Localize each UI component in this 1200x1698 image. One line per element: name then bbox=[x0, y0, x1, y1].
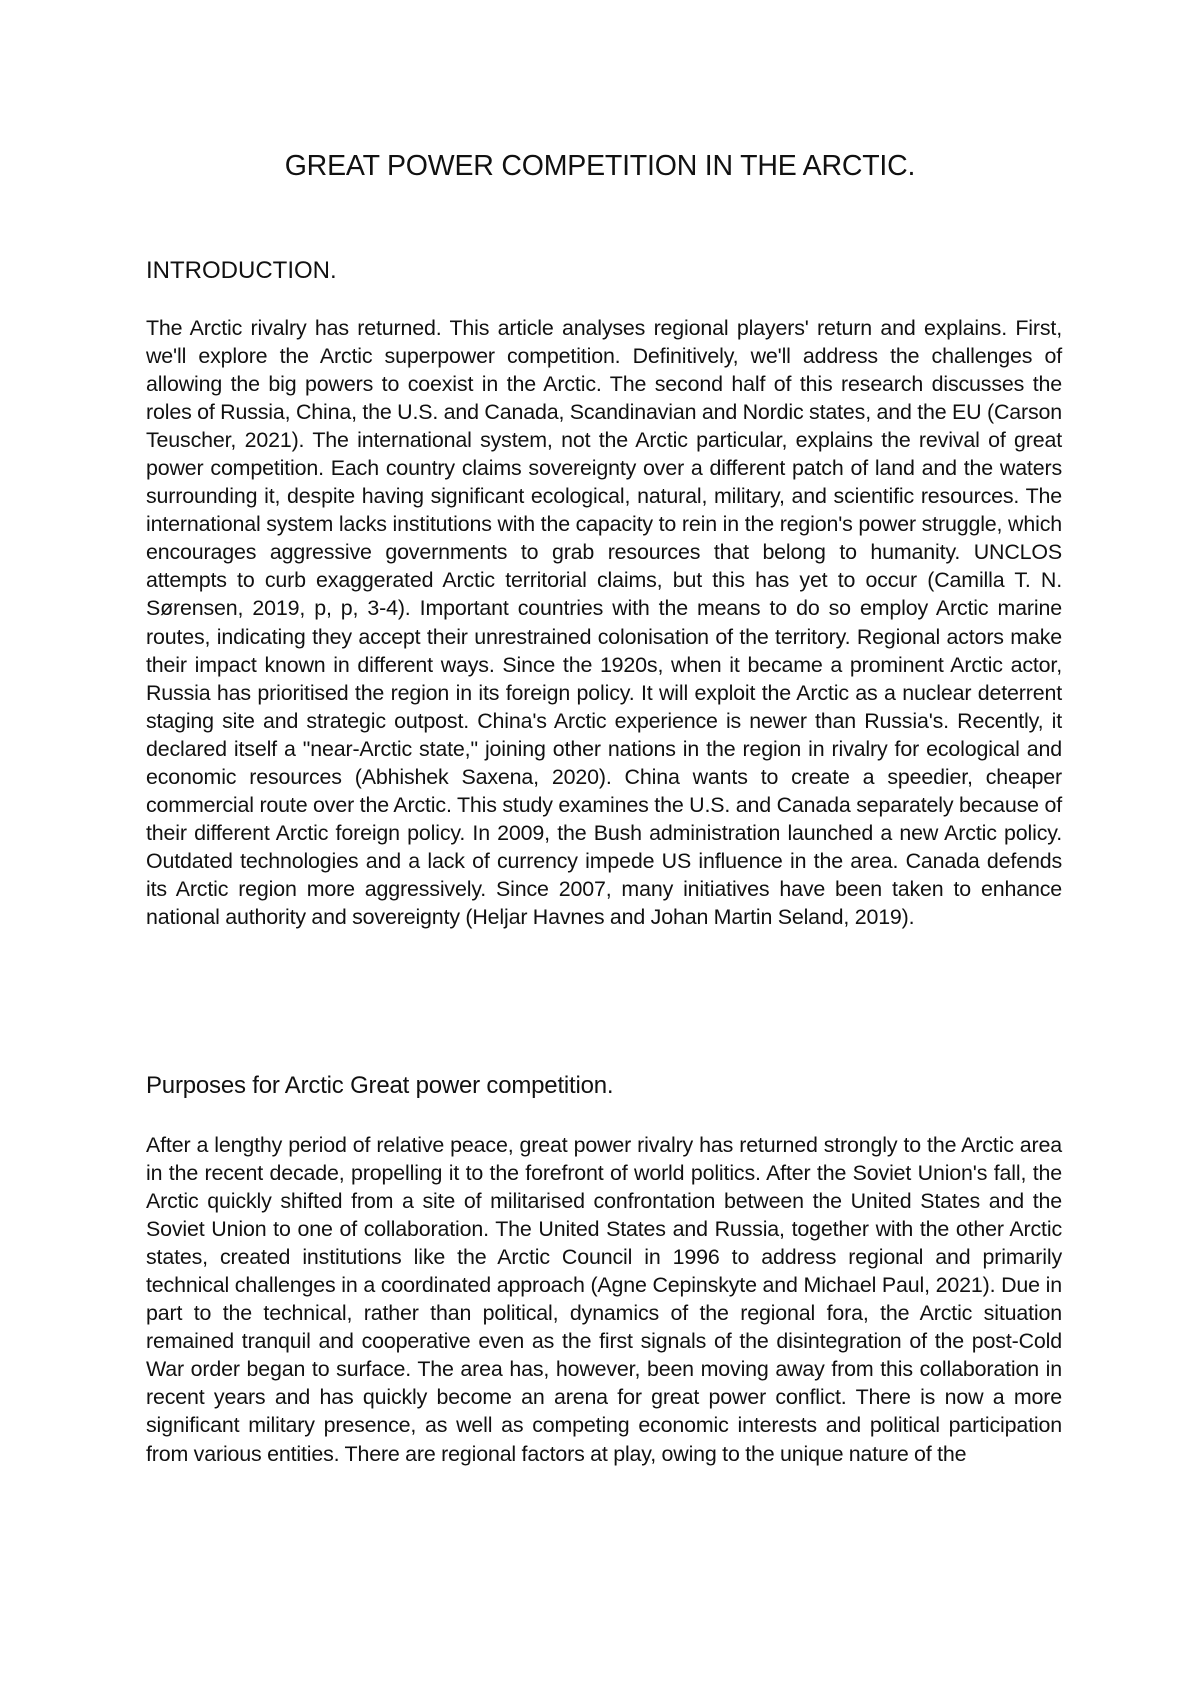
section-heading-introduction: INTRODUCTION. bbox=[146, 257, 337, 284]
document-title: GREAT POWER COMPETITION IN THE ARCTIC. bbox=[284, 150, 916, 182]
section-body-purposes: After a lengthy period of relative peace, great power rivalry has returned strongly to the Arctic area in the recent decade, propelling it to the forefront of world politics. After the Soviet Union's fall, the Arctic quickly shifted from a site of militarised confrontation between the United States and the Soviet Union to one of collaboration. The United States and Russia, together with the other Arctic states, created institutions like the Arctic Council in 1996 to address regional and primarily technical challenges in a coordinated approach (Agne Cepinskyte and Michael Paul, 2021). Due in part to the technical, rather than political, dynamics of the regional fora, the Arctic situation remained tranquil and cooperative even as the first signals of the disintegration of the post-Cold War order began to surface. The area has, however, been moving away from this collaboration in recent years and has quickly become an arena for great power conflict. There is now a more significant military presence, as well as competing economic interests and political participation from various entities. There are regional factors at play, owing to the unique nature of the bbox=[146, 1133, 1062, 1466]
section-heading-purposes: Purposes for Arctic Great power competition. bbox=[146, 1072, 614, 1099]
section-body-introduction: The Arctic rivalry has returned. This article analyses regional players' return and explains. First, we'll explore the Arctic superpower competition. Definitively, we'll address the challenges of allowing the big powers to coexist in the Arctic. The second half of this research discusses the roles of Russia, China, the U.S. and Canada, Scandinavian and Nordic states, and the EU (Carson Teuscher, 2021). The international system, not the Arctic particular, explains the revival of great power competition. Each country claims sovereignty over a different patch of land and the waters surrounding it, despite having significant ecological, natural, military, and scientific resources. The international system lacks institutions with the capacity to rein in the region's power struggle, which encourages aggressive governments to grab resources that belong to humanity. UNCLOS attempts to curb exaggerated Arctic territorial claims, but this has yet to occur (Camilla T. N. Sørensen, 2019, p, p, 3-4). Important countries with the means to do so employ Arctic marine routes, indicating they accept their unrestrained colonisation of the territory. Regional actors make their impact known in different ways. Since the 1920s, when it became a prominent Arctic actor, Russia has prioritised the region in its foreign policy. It will exploit the Arctic as a nuclear deterrent staging site and strategic outpost. China's Arctic experience is newer than Russia's. Recently, it declared itself a "near-Arctic state," joining other nations in the region in rivalry for ecological and economic resources (Abhishek Saxena, 2020). China wants to create a speedier, cheaper commercial route over the Arctic. This study examines the U.S. and Canada separately because of their different Arctic foreign policy. In 2009, the Bush administration launched a new Arctic policy. Outdated technologies and a lack of currency impede US influence in the area. Canada defends its Arctic region more aggressively. Since 2007, many initiatives have been taken to enhance national authority and sovereignty (Heljar Havnes and Johan Martin Seland, 2019). bbox=[146, 316, 1062, 929]
